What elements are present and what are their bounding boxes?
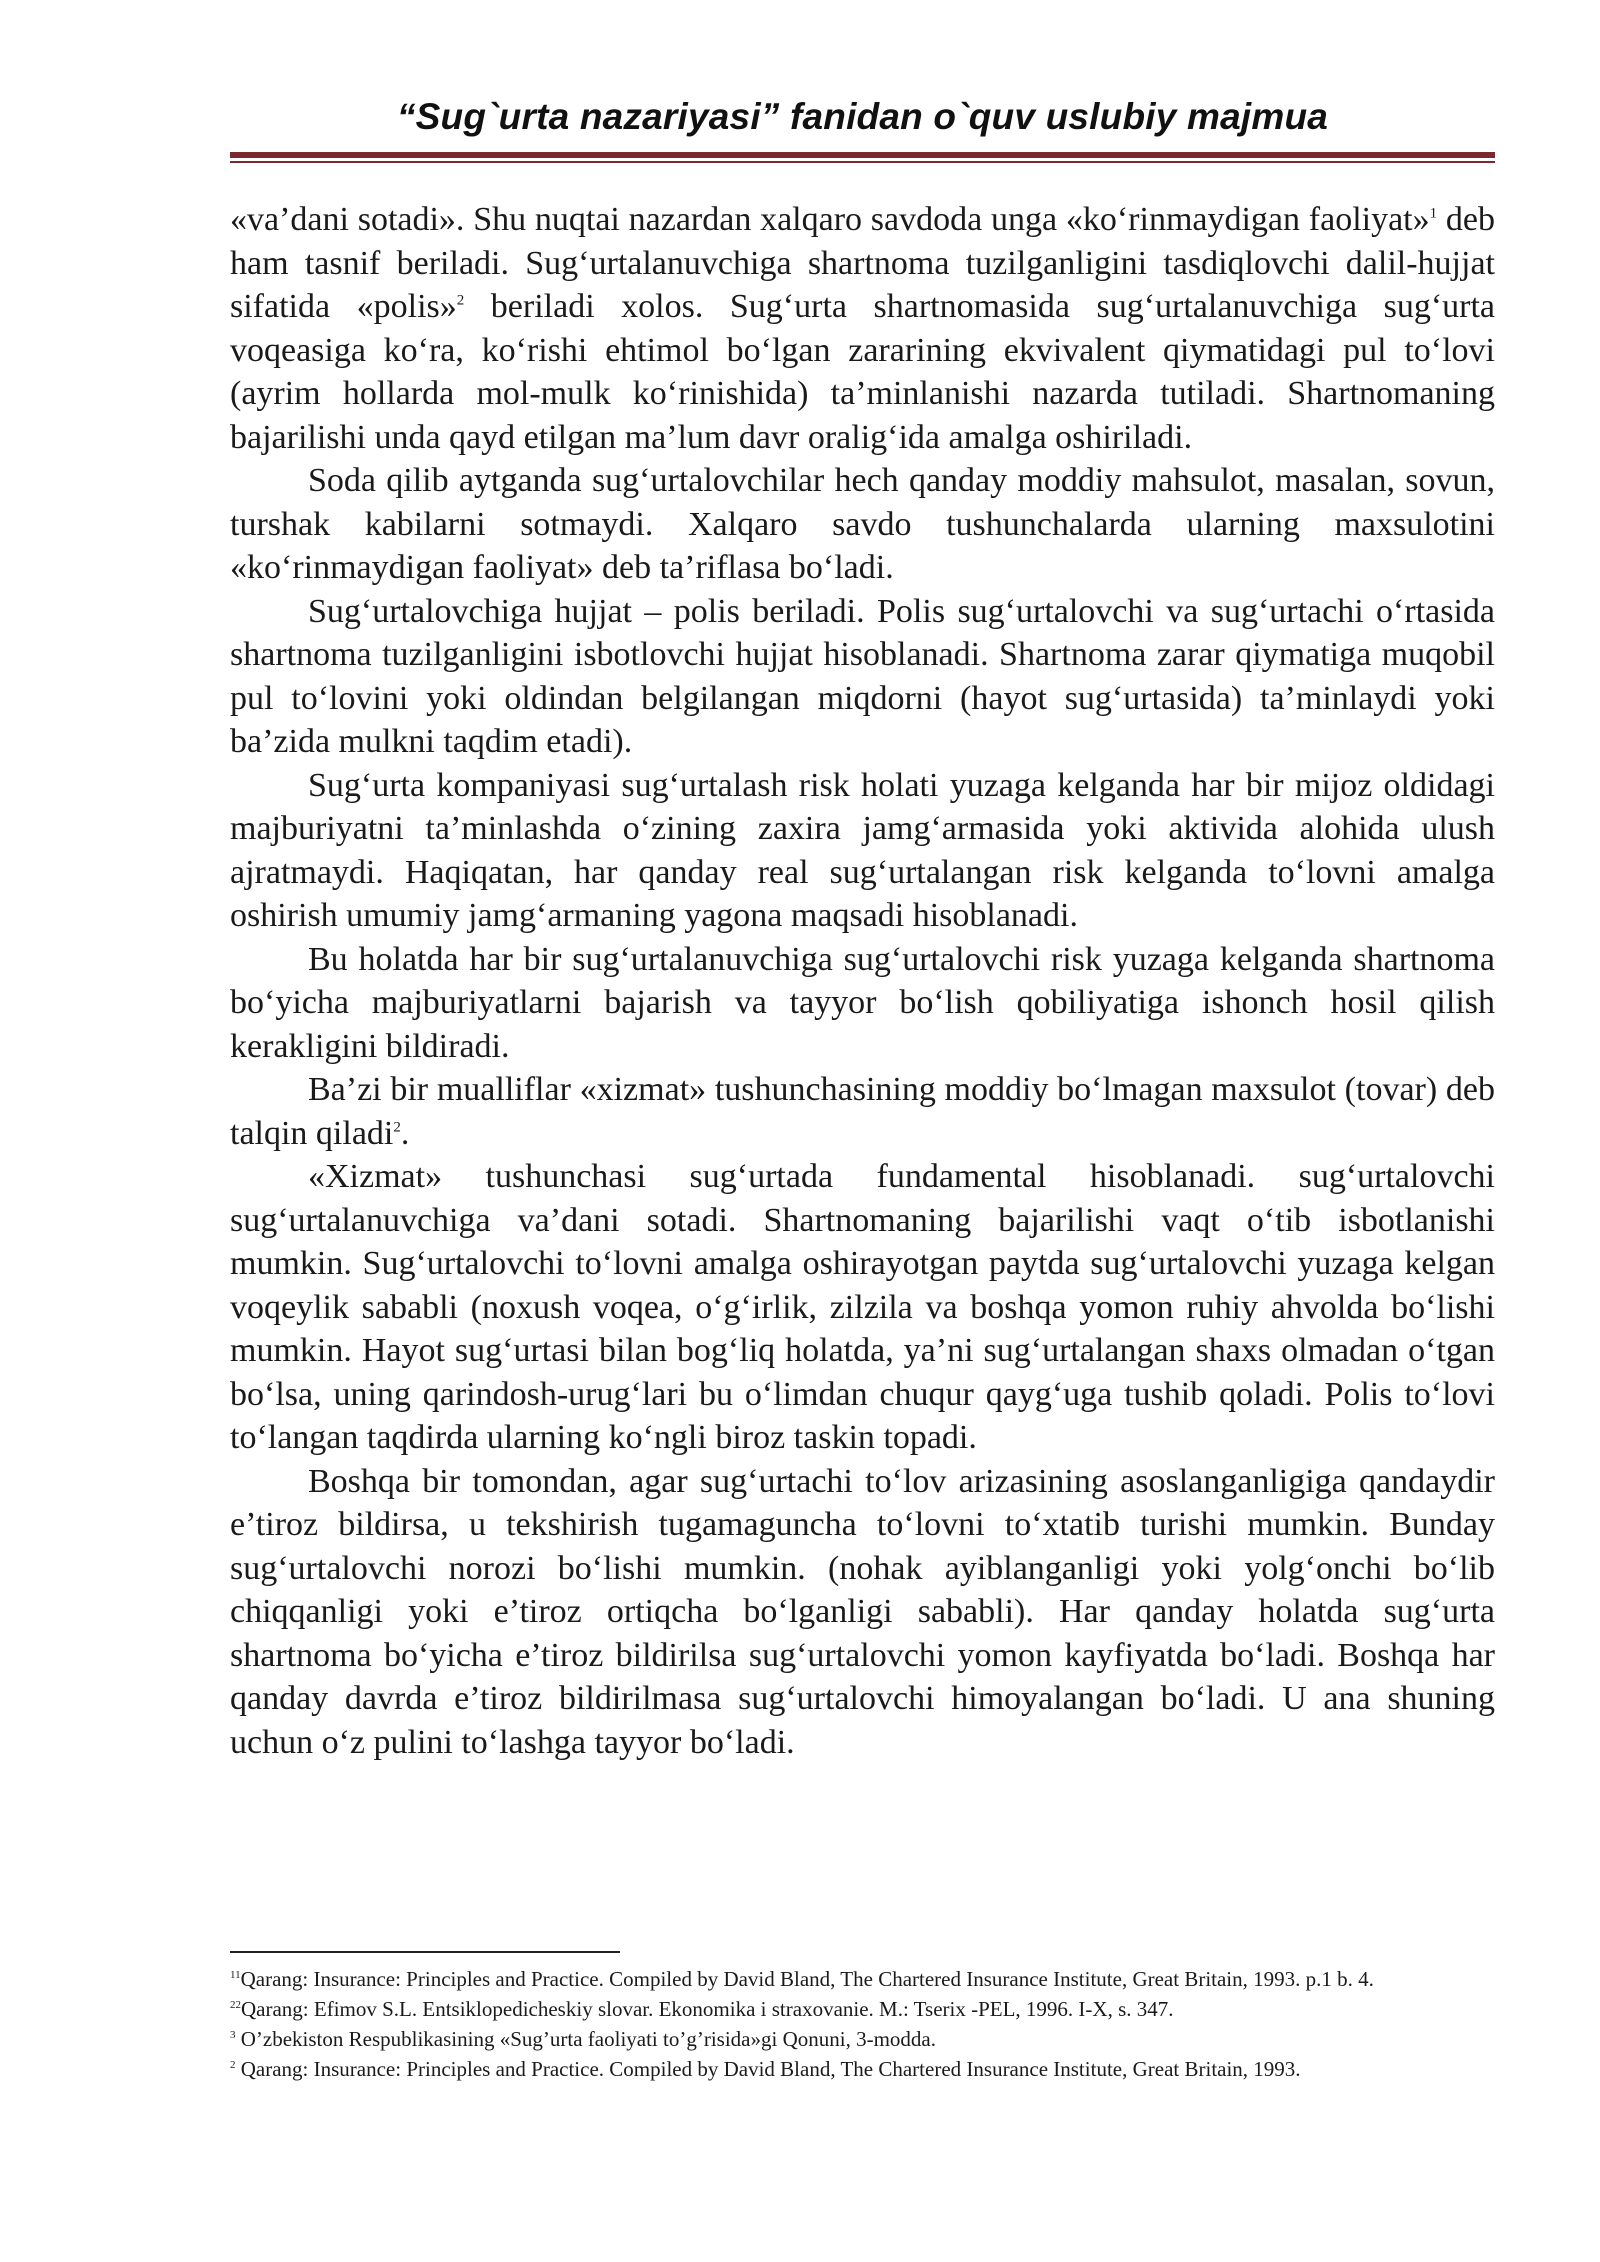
footnote-separator — [230, 1951, 620, 1953]
paragraph-3: Sug‘urtalovchiga hujjat – polis beriladi. Polis sug‘urtalovchi va sug‘urtachi o‘rtasida shartnoma tuzilganligini isbotlovchi hujjat hisoblanadi. Shartnoma zarar qiymatiga muqobil pul to‘lovini yoki oldindan belgilangan miqdorni (hayot sug‘urtasida) ta’minlaydi yoki ba’zida mulkni taqdim etadi). — [230, 592, 1495, 760]
body-text — [230, 198, 1495, 1764]
paragraph-4: Sug‘urta kompaniyasi sug‘urtalash risk holati yuzaga kelganda har bir mijoz oldidagi majburiyatni ta’minlashda o‘zining zaxira jamg‘armasida yoki aktivida alohida ulush ajratmaydi. Haqiqatan, har qanday real sug‘urtalangan risk kelganda to‘lovni amalga oshirish umumiy jamg‘armaning yagona maqsadi hisoblanadi. — [230, 766, 1495, 934]
footnotes — [230, 1967, 1495, 2087]
footnote-mark: 3 — [230, 2029, 236, 2041]
paragraph-7: «Xizmat» tushunchasi sug‘urtada fundamental hisoblanadi. sug‘urtalovchi sug‘urtalanuvchiga va’dani sotadi. Shartnomaning bajarilishi vaqt o‘tib isbotlanishi mumkin. Sug‘urtalovchi to‘lovni amalga oshirayotgan paytda sug‘urtalovchi yuzaga kelgan voqeylik sababli (noxush voqea, o‘g‘irlik, zilzila va boshqa yomon ruhiy ahvolda bo‘lishi mumkin. Hayot sug‘urtasi bilan bog‘liq holatda, ya’ni sug‘urtalangan shaxs olmadan o‘tgan bo‘lsa, uning qarindosh-urug‘lari bu o‘limdan chuqur qayg‘uga tushib qoladi. Polis to‘lovi to‘langan taqdirda ularning ko‘ngli biroz taskin topadi. — [230, 1158, 1495, 1456]
footnote-mark: 22 — [230, 1999, 241, 2011]
paragraph-8: Boshqa bir tomondan, agar sug‘urtachi to‘lov arizasining asoslanganligiga qandaydir e’tiroz bildirsa, u tekshirish tugamaguncha to‘lovni to‘xtatib turishi mumkin. Bunday sug‘urtalovchi norozi bo‘lishi mumkin. (nohak ayiblanganligi yoki yolg‘onchi bo‘lib chiqqanligi yoki e’tiroz ortiqcha bo‘lganligi sababli). Har qanday holatda sug‘urta shartnoma bo‘yicha e’tiroz bildirilsa sug‘urtalovchi yomon kayfiyatda bo‘ladi. Boshqa har qanday davrda e’tiroz bildirilmasa sug‘urtalovchi himoyalangan bo‘ladi. U ana shuning uchun o‘z pulini to‘lashga tayyor bo‘ladi. — [230, 1462, 1495, 1761]
header-rule-thin — [230, 161, 1495, 163]
paragraph-text: deb ham tasnif beriladi. Sug‘urtalanuvchiga shartnoma tuzilganligini tasdiqlovchi dalil-hujjat sifatida «polis» — [230, 201, 1495, 325]
footnote — [230, 1997, 1495, 2021]
footnote — [230, 2027, 1495, 2051]
footnote-ref: 2 — [393, 1119, 401, 1136]
paragraph-text: beriladi xolos. Sug‘urta shartnomasida sug‘urtalanuvchiga sug‘urta voqeasiga ko‘ra, ko‘rishi ehtimol bo‘lgan zararining ekvivalent qiymatidagi pul to‘lovi (ayrim hollarda mol-mulk ko‘rinishida) ta’minlanishi nazarda tutiladi. Shartnomaning bajarilishi unda qayd etilgan ma’lum davr oralig‘ida amalga oshiriladi. — [230, 288, 1496, 456]
footnote-mark: 2 — [230, 2059, 236, 2071]
footnote-text: O’zbekiston Respublikasining «Sug’urta faoliyati to’g’risida»gi Qonuni, 3-modda. — [235, 2027, 936, 2051]
paragraph-text: Ba’zi bir mualliflar «xizmat» tushunchasining moddiy bo‘lmagan maxsulot (tovar) deb talqin qiladi — [230, 1071, 1495, 1152]
page-header-title: “Sug`urta nazariyasi” fanidan o`quv uslubiy majmua — [396, 96, 1329, 137]
footnote — [230, 2057, 1495, 2081]
footnote-ref: 1 — [1429, 205, 1438, 222]
paragraph-1 — [230, 198, 1495, 459]
paragraph-text: . — [400, 1114, 410, 1152]
footnote-text: Qarang: Efimov S.L. Entsiklopedicheskiy slovar. Ekonomika i straxovanie. M.: Tserix -PEL, 1996. I-X, s. 347. — [241, 1997, 1174, 2021]
footnote-text: Qarang: Insurance: Principles and Practice. Compiled by David Bland, The Chartered Insurance Institute, Great Britain, 1993. p.1 b. 4. — [240, 1967, 1374, 1991]
footnote-mark: 11 — [230, 1969, 241, 1981]
footnote — [230, 1967, 1495, 1991]
paragraph-6 — [230, 1068, 1495, 1155]
footnote-ref: 2 — [456, 292, 465, 309]
header-rule-thick — [230, 152, 1495, 158]
paragraph-2: Soda qilib aytganda sug‘urtalovchilar hech qanday moddiy mahsulot, masalan, sovun, turshak kabilarni sotmaydi. Xalqaro savdo tushunchalarda ularning maxsulotini «ko‘rinmaydigan faoliyat» deb ta’riflasa bo‘ladi. — [230, 462, 1495, 586]
paragraph-5: Bu holatda har bir sug‘urtalanuvchiga sug‘urtalovchi risk yuzaga kelganda shartnoma bo‘yicha majburiyatlarni bajarish va tayyor bo‘lish qobiliyatiga ishonch hosil qilish kerakligini bildiradi. — [230, 940, 1495, 1065]
paragraph-text: «va’dani sotadi». Shu nuqtai nazardan xalqaro savdoda unga «ko‘rinmaydigan faoliyat» — [230, 201, 1430, 238]
footnote-text: Qarang: Insurance: Principles and Practice. Compiled by David Bland, The Chartered Insurance Institute, Great Britain, 1993. — [235, 2057, 1301, 2081]
